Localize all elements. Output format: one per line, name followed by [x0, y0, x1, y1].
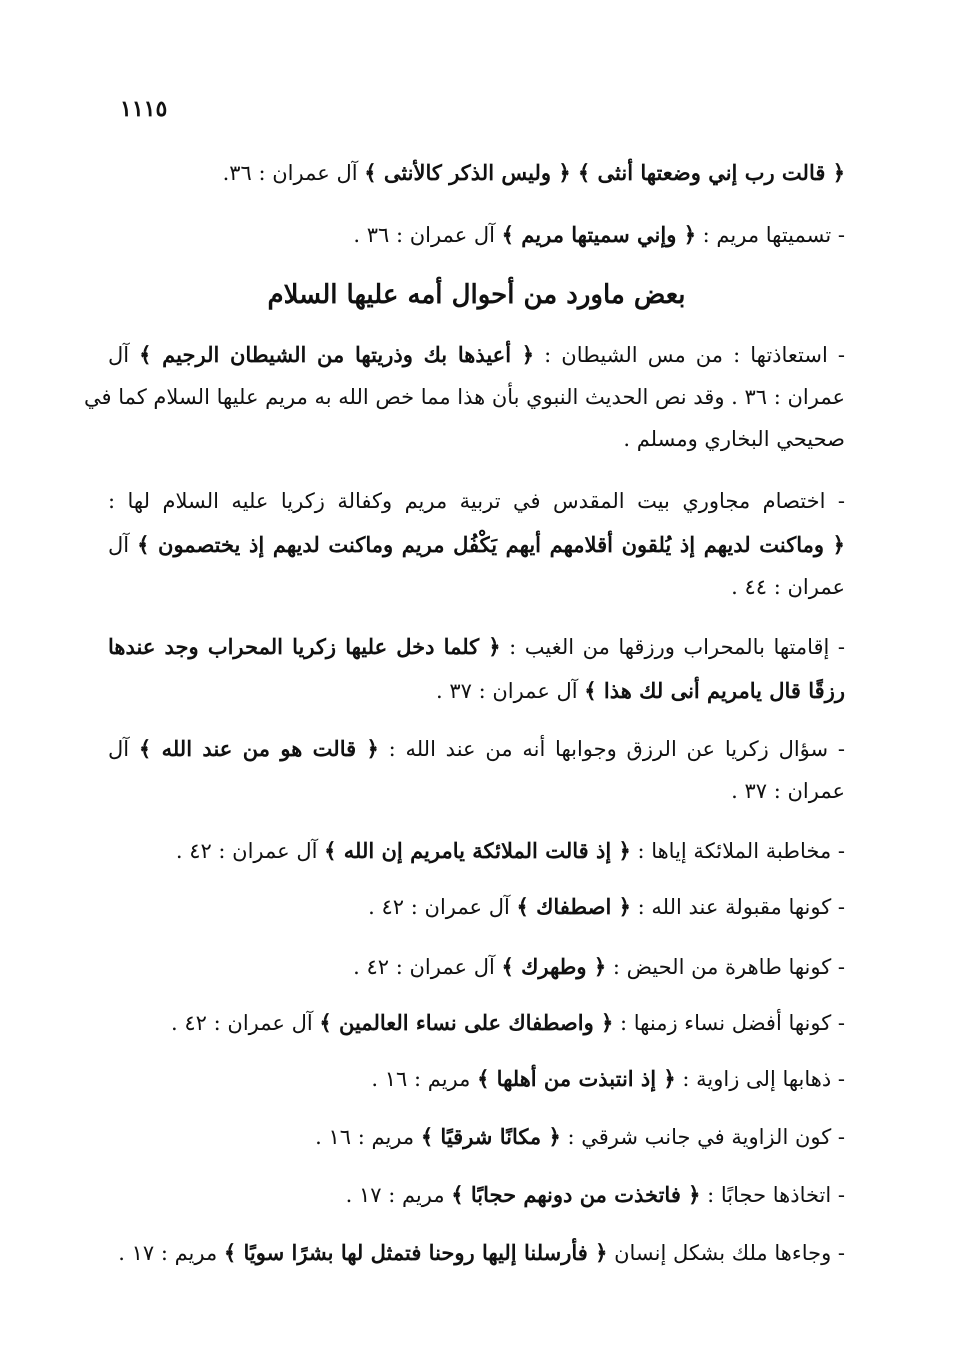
verse-reference: آل عمران : ٤٢ .: [368, 895, 517, 919]
verse-reference: آل: [108, 533, 138, 557]
verse-text: ﴿ قالت رب إني وضعتها أنثى ﴾ ﴿ وليس الذكر كالأنثى ﴾: [364, 160, 845, 185]
verse-text: ﴿ كلما دخل عليها زكريا المحراب وجد عندها: [108, 634, 501, 659]
line-lead: - تسميتها مريم :: [696, 223, 845, 247]
verse-reference: مريم : ١٧ .: [118, 1241, 224, 1265]
verse-text: ﴿ وماكنت لديهم إذ يُلقون أقلامهم أيهم يَكْفُل مريم وماكنت لديهم إذ يختصمون ﴾: [137, 532, 845, 557]
paragraph-4-line-2: عمران : ٣٧ .: [731, 779, 845, 803]
verse-text: ﴿ وطهرك ﴾: [501, 954, 607, 979]
verse-reference: آل عمران : ٣٦.: [222, 161, 365, 185]
list-item: [176, 836, 845, 866]
verse-text: ﴿ فأرسلنا إليها روحنا فتمثل لها بشرًا سويًا ﴾: [223, 1240, 608, 1265]
verse-text: رزقًا قال يامريم أنى لك هذا ﴾: [584, 678, 845, 703]
list-item: [353, 952, 845, 982]
verse-reference: آل: [108, 343, 140, 367]
line-lead: - كونها طاهرة من الحيض :: [606, 955, 845, 979]
verse-reference: آل عمران : ٣٧ .: [435, 679, 585, 703]
verse-reference: مريم : ١٦ .: [371, 1067, 478, 1091]
verse-reference: آل عمران : ٣٦ .: [353, 223, 502, 247]
line-lead: - كونها مقبولة عند الله :: [630, 895, 845, 919]
paragraph-1-line-1: [108, 340, 845, 370]
paragraph-1-line-2: عمران : ٣٦ . وقد نص الحديث النبوي بأن هذا مما خص الله به مريم عليها السلام كما في: [83, 385, 845, 409]
line-lead: - وجاءها ملك بشكل إنسان: [607, 1241, 845, 1265]
paragraph-3-line-1: [108, 632, 845, 662]
list-item: [371, 1064, 845, 1094]
verse-text: ﴿ واصطفاك على نساء العالمين ﴾: [319, 1010, 614, 1035]
section-heading: بعض ماورد من أحوال أمه عليها السلام: [267, 280, 686, 310]
line-lead: - كون الزاوية في جانب شرقي :: [560, 1125, 845, 1149]
page-number: ١١١٥: [120, 96, 168, 122]
verse-text: ﴿ أعيذها بك وذريتها من الشيطان الرجيم ﴾: [139, 342, 535, 367]
verse-text: ﴿ اصطفاك ﴾: [516, 894, 631, 919]
list-item: [346, 1180, 845, 1210]
line-lead: - سؤال زكريا عن الرزق وجوابها أنه من عند الله :: [378, 737, 845, 761]
line-lead: - اتخاذها حجابًا :: [700, 1183, 845, 1207]
verse-text: ﴿ قالت هو من عند الله ﴾: [138, 736, 379, 761]
line-lead: - إقامتها بالمحراب ورزقها من الغيب :: [500, 635, 845, 659]
verse-text: ﴿ إذ انتبذت من أهلها ﴾: [477, 1066, 676, 1091]
verse-reference: آل عمران : ٤٢ .: [171, 1011, 320, 1035]
paragraph-2-line-1: - اختصام مجاوري بيت المقدس في تربية مريم وكفالة زكريا عليه السلام لها :: [108, 489, 845, 513]
verse-reference: آل عمران : ٤٢ .: [353, 955, 502, 979]
verse-line-1: [223, 158, 845, 188]
verse-reference: آل: [108, 737, 139, 761]
paragraph-4-line-1: [108, 734, 845, 764]
line-lead: - مخاطبة الملائكة إياها :: [630, 839, 845, 863]
paragraph-2-line-3: عمران : ٤٤ .: [731, 575, 845, 599]
paragraph-1-line-3: صحيحي البخاري ومسلم .: [623, 427, 845, 451]
verse-text: ﴿ فاتخذت من دونهم حجابًا ﴾: [451, 1182, 701, 1207]
line-lead: - استعاذتها : من مس الشيطان :: [534, 343, 845, 367]
naming-line: [353, 220, 845, 250]
verse-reference: آل عمران : ٤٢ .: [175, 839, 325, 863]
list-item: [171, 1008, 845, 1038]
line-lead: - كونها أفضل نساء زمنها :: [613, 1011, 845, 1035]
line-lead: - ذهابها إلى زاوية :: [675, 1067, 845, 1091]
verse-reference: مريم : ١٧ .: [345, 1183, 452, 1207]
list-item: [368, 892, 845, 922]
verse-text: ﴿ إذ قالت الملائكة يامريم إن الله ﴾: [324, 838, 631, 863]
paragraph-3-line-2: [436, 676, 845, 706]
verse-reference: مريم : ١٦ .: [315, 1125, 421, 1149]
list-item: [315, 1122, 845, 1152]
list-item: [118, 1238, 845, 1268]
verse-text: ﴿ وإني سميتها مريم ﴾: [501, 222, 696, 247]
verse-text: ﴿ مكانًا شرقيًا ﴾: [420, 1124, 561, 1149]
paragraph-2-line-2: [108, 530, 845, 560]
